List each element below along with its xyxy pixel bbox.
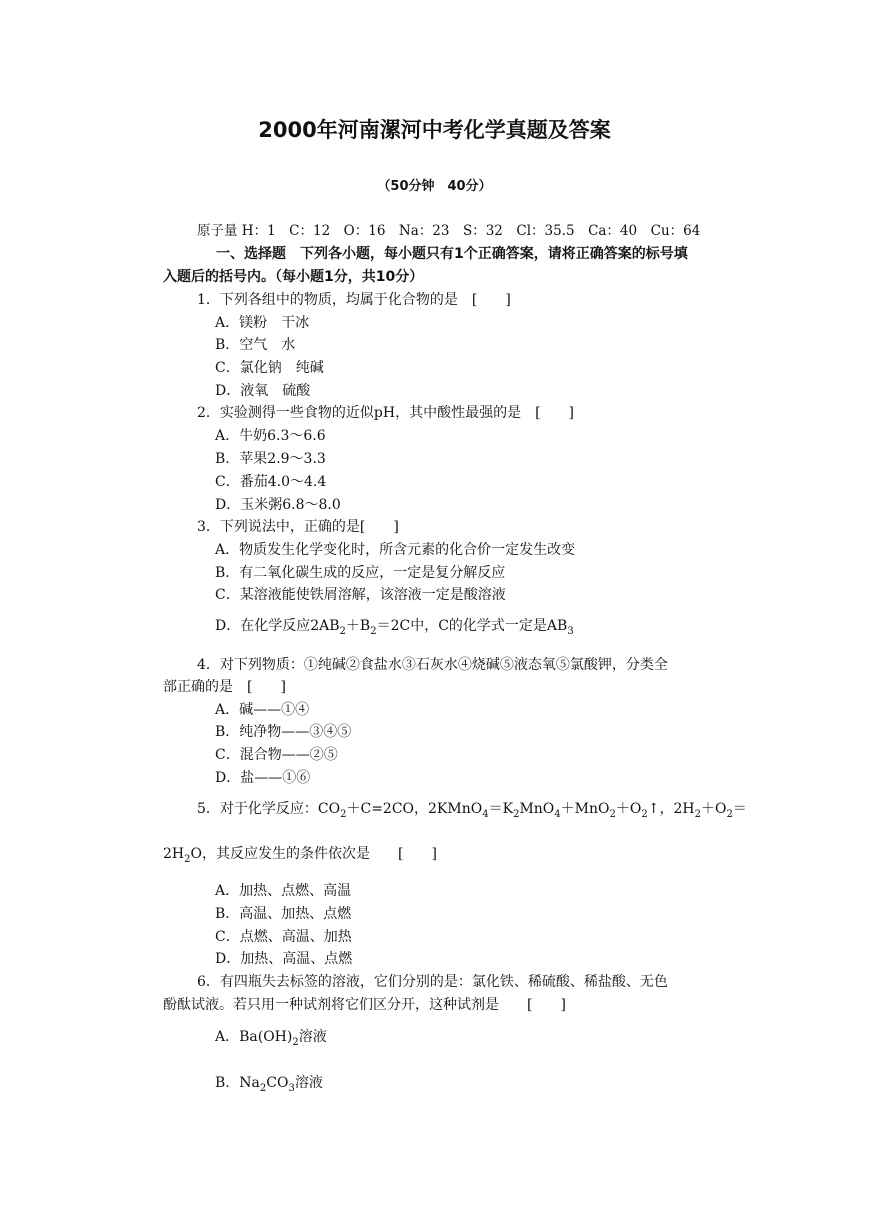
question-5-stem-line2: $2H_2O$，其反应发生的条件依次是 [ ] — [163, 846, 437, 865]
question-1-stem: 1．下列各组中的物质，均属于化合物的是 [ ] — [197, 292, 511, 308]
section-heading-line1: 一、选择题 下列各小题，每小题只有1个正确答案，请将正确答案的标号填 — [216, 246, 688, 262]
question-1-option-c: C．氯化钠 纯碱 — [215, 360, 324, 376]
question-4-option-a: A．碱——①④ — [215, 702, 310, 718]
question-3-option-b: B．有二氧化碳生成的反应，一定是复分解反应 — [215, 565, 506, 581]
question-4-stem-line1: 4．对下列物质：①纯碱②食盐水③石灰水④烧碱⑤液态氧⑤氯酸钾，分类全 — [197, 657, 668, 673]
question-5-stem-line1: 5．对于化学反应：$CO_2+C=2CO$，$2KMnO_4=K_2MnO_4+MnO_2+O_2↑$，$2H_2+O_2=$ — [197, 801, 747, 820]
question-3-option-c: C．某溶液能使铁屑溶解，该溶液一定是酸溶液 — [215, 587, 506, 603]
question-1-option-d: D．液氧 硫酸 — [215, 383, 311, 399]
question-5-option-c: C．点燃、高温、加热 — [215, 929, 352, 945]
question-4-option-d: D．盐——①⑥ — [215, 770, 311, 786]
question-5-option-d: D．加热、高温、点燃 — [215, 951, 353, 967]
question-4-stem-line2: 部正确的是 [ ] — [163, 679, 286, 695]
question-3-option-d: D．在化学反应$2AB_2+B_2=2C$中，C的化学式一定是$AB_3$ — [215, 618, 574, 637]
question-2-option-d: D．玉米粥6.8～8.0 — [215, 497, 341, 513]
question-6-stem-line2: 酚酞试液。若只用一种试剂将它们区分开，这种试剂是 [ ] — [163, 997, 566, 1013]
question-5-option-a: A．加热、点燃、高温 — [215, 883, 352, 899]
question-6-stem-line1: 6．有四瓶失去标签的溶液，它们分别的是：氯化铁、稀硫酸、稀盐酸、无色 — [197, 974, 668, 990]
question-1-option-b: B．空气 水 — [215, 337, 296, 353]
question-2-stem: 2．实验测得一些食物的近似pH，其中酸性最强的是 [ ] — [197, 405, 575, 421]
section-heading-line2: 入题后的括号内。（每小题1分，共10分） — [163, 269, 424, 285]
question-2-option-b: B．苹果2.9～3.3 — [215, 451, 326, 467]
page-subtitle: （50分钟 40分） — [377, 179, 492, 194]
question-6-option-b: B．$Na_2CO_3$溶液 — [215, 1075, 323, 1094]
question-6-option-a: A．$Ba(OH)_2$溶液 — [215, 1029, 327, 1048]
question-3-stem: 3．下列说法中，正确的是[ ] — [197, 519, 399, 535]
atomic-masses: 原子量 H：1 C：12 O：16 Na：23 S：32 Cl：35.5 Ca：40 Cu：64 — [197, 223, 701, 239]
question-2-option-a: A．牛奶6.3～6.6 — [215, 428, 326, 444]
question-5-option-b: B．高温、加热、点燃 — [215, 906, 352, 922]
question-3-option-a: A．物质发生化学变化时，所含元素的化合价一定发生改变 — [215, 542, 576, 558]
question-2-option-c: C．番茄4.0～4.4 — [215, 474, 327, 490]
question-4-option-b: B．纯净物——③④⑤ — [215, 724, 352, 740]
question-4-option-c: C．混合物——②⑤ — [215, 747, 338, 763]
question-1-option-a: A．镁粉 干冰 — [215, 315, 310, 331]
page-title: 2000年河南漯河中考化学真题及答案 — [258, 118, 611, 142]
